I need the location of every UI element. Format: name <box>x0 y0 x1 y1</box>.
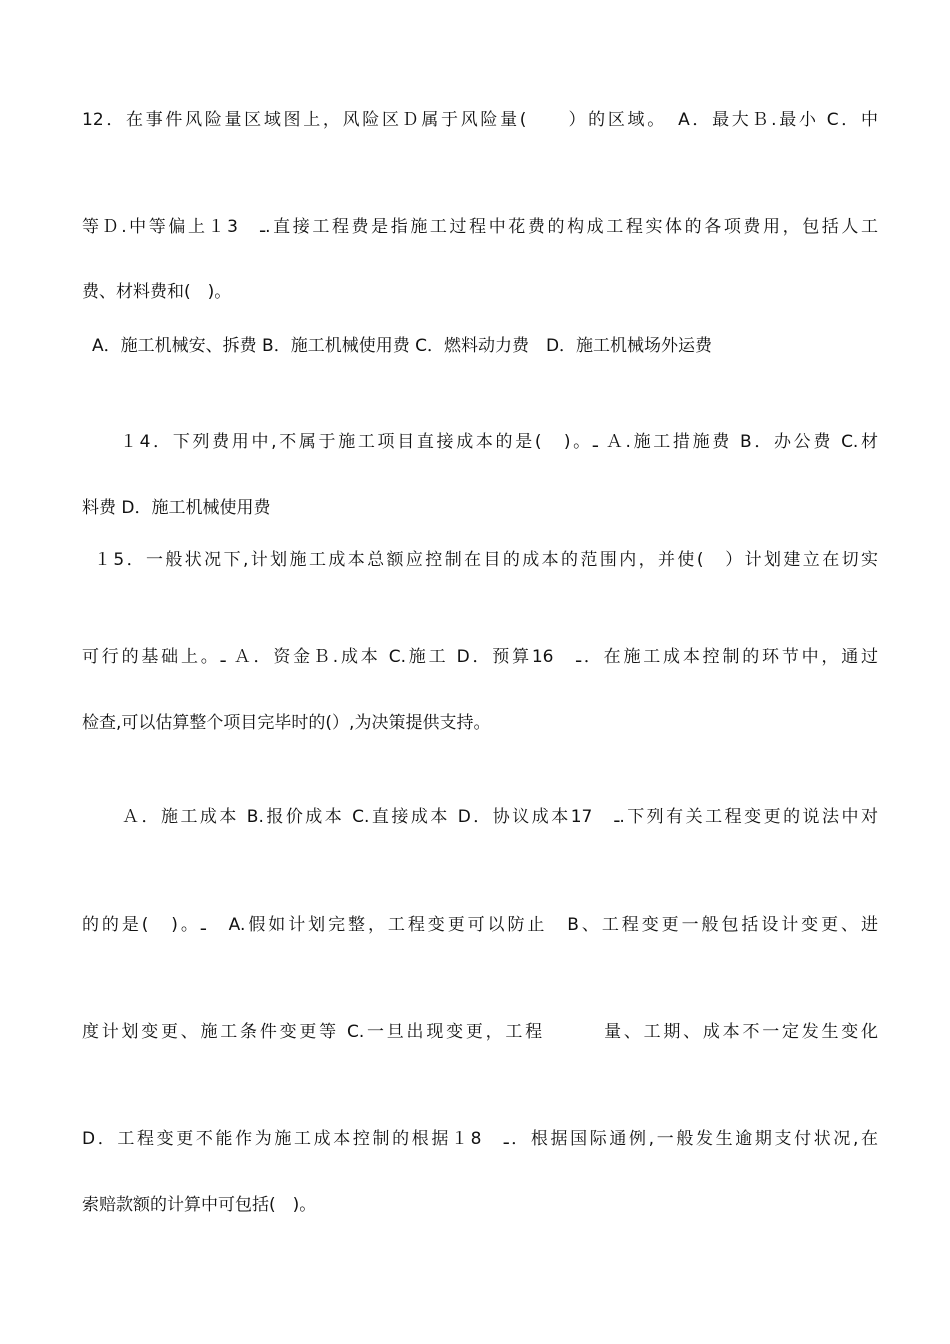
text-line: 的的是( )。ـ A.假如计划完整，工程变更可以防止 B、工程变更一般包括设计变更、进 <box>82 915 878 935</box>
text-line: A．施工机械安、拆费 B．施工机械使用费 C．燃料动力费 D．施工机械场外运费 <box>92 336 713 356</box>
text-line: 费、材料费和( )。 <box>82 282 232 302</box>
text-line: 度计划变更、施工条件变更等 C.一旦出现变更，工程 量、工期、成本不一定发生变化 <box>82 1022 878 1042</box>
text-line: 12．在事件风险量区域图上，风险区Ｄ属于风险量( ）的区域。 A．最大Ｂ.最小 C．中 <box>82 110 878 130</box>
text-line: 检查,可以估算整个项目完毕时的(）,为决策提供支持。 <box>82 713 491 733</box>
text-line: D．工程变更不能作为施工成本控制的根据１8 ـ．根据国际通例,一般发生逾期支付状况,在 <box>82 1129 878 1149</box>
text-line: 可行的基础上。ـ Ａ．资金Ｂ.成本 C.施工 D．预算16 ـ．在施工成本控制的环节中，通过 <box>82 647 878 667</box>
text-line: 索赔款额的计算中可包括( )。 <box>82 1195 317 1215</box>
text-line: １4．下列费用中,不属于施工项目直接成本的是( )。ـ Ａ.施工措施费 B．办公费 C.材 <box>120 432 878 452</box>
text-line: Ａ．施工成本 B.报价成本 C.直接成本 D．协议成本17 ـ.下列有关工程变更的说法中对 <box>122 807 878 827</box>
text-line: 料费 D．施工机械使用费 <box>82 498 271 518</box>
text-line: １5．一般状况下,计划施工成本总额应控制在目的成本的范围内，并使( ）计划建立在切实 <box>94 550 878 570</box>
text-line: 等Ｄ.中等偏上１3 ـ.直接工程费是指施工过程中花费的构成工程实体的各项费用，包括人工 <box>82 217 878 237</box>
